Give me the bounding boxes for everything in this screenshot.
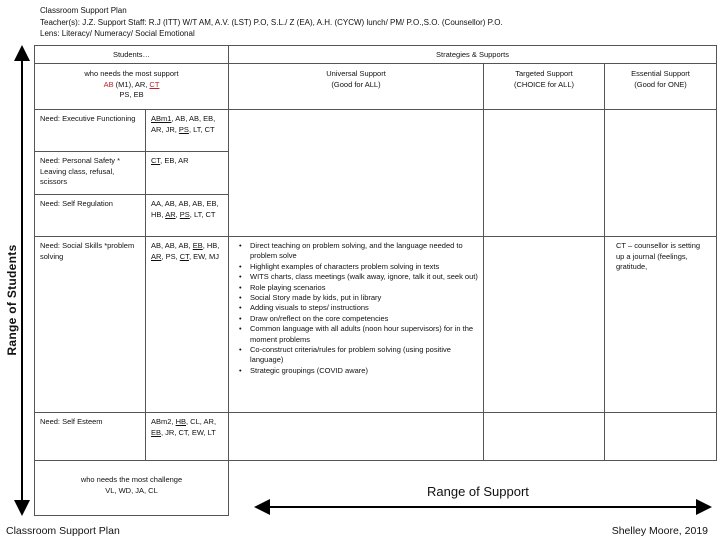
student-initials: , JR, CT, EW, LT (161, 427, 216, 437)
student-initials: CT (179, 251, 189, 261)
student-initials: , HB, (202, 241, 220, 250)
staff-line: Teacher(s): J.Z. Support Staff: R.J (ITT) W/T AM, A.V. (LST) P.O, S.L./ Z (EA), A.H. (CYCW) lunch/ PM/ P.O.,S.O. (Counsellor) P.O. (40, 17, 503, 27)
student-initials: , CL, AR, (186, 417, 217, 426)
universal-bullet-item: • Direct teaching on problem solving, and the language needed to problem solve (250, 241, 479, 262)
student-initials: AR (165, 209, 176, 219)
most-challenge-students: VL, WD, JA, CL (105, 485, 158, 495)
need-label: Need: Personal Safety * Leaving class, refusal, scissors (40, 156, 121, 186)
student-initials: EB (192, 241, 203, 250)
need-label: Need: Executive Functioning (40, 114, 136, 123)
universal-bullet-item: • Role playing scenarios (250, 283, 479, 293)
student-initials: , LT, CT (188, 124, 215, 134)
student-initials: ABm1 (151, 114, 172, 123)
targeted-title: Targeted Support (515, 69, 573, 78)
universal-bullet-item: • Co-construct criteria/rules for problem solving (using positive language) (250, 345, 479, 366)
students-header-label: Students… (112, 50, 151, 59)
universal-bullet-item: • Adding visuals to steps/ instructions (250, 303, 479, 313)
essential-text: CT – counsellor is setting up a journal (feelings, gratitude, (616, 241, 701, 271)
student-initials: , EW, MJ (188, 251, 219, 261)
student-initials: CT (151, 156, 161, 165)
targeted-sub: (CHOICE for ALL) (513, 79, 574, 89)
plan-title: Classroom Support Plan (40, 6, 127, 15)
student-ab: AB (103, 79, 114, 89)
essential-title: Essential Support (631, 69, 690, 78)
student-list-mid: (M1), AR, (113, 79, 150, 89)
student-initials: PS (178, 124, 189, 134)
student-initials: EB (151, 427, 162, 437)
need-label: Need: Self Regulation (40, 199, 113, 208)
footer-right: Shelley Moore, 2019 (611, 525, 708, 537)
student-initials: , AB, AB, EB, AR, JR, (151, 114, 216, 134)
student-initials: PS (179, 209, 190, 219)
universal-bullet-item: • WITS charts, class meetings (walk away, ignore, talk it out, seek out) (250, 272, 479, 282)
strategies-header-label: Strategies & Supports (436, 50, 509, 59)
student-initials: AR (151, 251, 162, 261)
most-support-students-2: PS, EB (119, 90, 144, 99)
footer-left: Classroom Support Plan (6, 525, 120, 537)
range-of-students-label (5, 244, 19, 355)
student-initials: , PS, (161, 251, 180, 261)
universal-bullet-item: • Social Story made by kids, put in library (250, 293, 479, 303)
student-ct: CT (149, 79, 160, 89)
student-initials: ABm2, (151, 417, 176, 426)
universal-sub: (Good for ALL) (331, 79, 381, 89)
student-initials: AB, AB, AB, (151, 241, 193, 250)
universal-bullet-item: • Highlight examples of characters problem solving in texts (250, 262, 479, 272)
essential-sub: (Good for ONE) (634, 79, 687, 89)
range-of-students-text: Range of Students (5, 244, 19, 356)
most-challenge-label: who needs the most challenge (80, 475, 183, 484)
most-support-label: who needs the most support (84, 69, 179, 78)
lens-line: Lens: Literacy/ Numeracy/ Social Emotional (40, 29, 195, 38)
need-label: Need: Social Skills *problem solving (40, 241, 135, 261)
need-label: Need: Self Esteem (40, 417, 103, 426)
student-initials: , LT, CT (189, 209, 216, 219)
universal-bullet-item: • Strategic groupings (COVID aware) (250, 366, 479, 376)
student-initials: , (175, 209, 180, 219)
student-initials: AA, AB, AB, AB, EB, HB, (151, 199, 219, 219)
universal-bullet-item: • Common language with all adults (noon hour supervisors) for in the moment problems (250, 324, 479, 345)
student-initials: HB (175, 417, 187, 426)
range-of-support-label: Range of Support (427, 484, 529, 499)
universal-bullet-item: • Draw on/reflect on the core competencies (250, 314, 479, 324)
student-initials: , EB, AR (160, 156, 189, 165)
universal-title: Universal Support (326, 69, 386, 78)
